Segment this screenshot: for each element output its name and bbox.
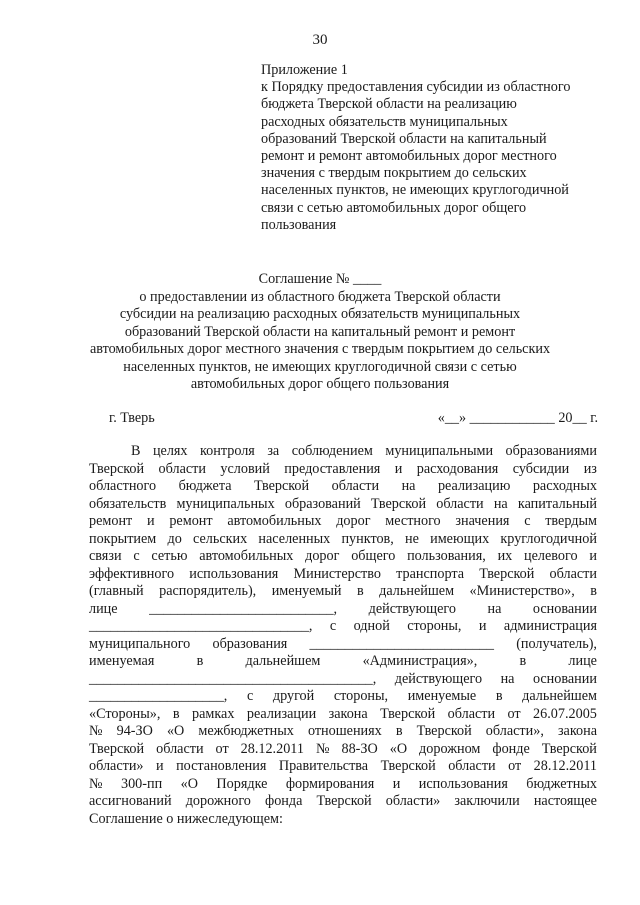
body-word: дорог — [336, 513, 371, 529]
body-word: 28.12.2011 — [533, 758, 597, 774]
appendix-line: пользования — [261, 216, 337, 233]
body-word: формирования — [285, 775, 375, 792]
agreement-subtitle-line: субсидии на реализацию расходных обязательств муниципальных — [119, 306, 521, 322]
body-word: общего — [351, 548, 396, 564]
body-word: постановления — [176, 758, 267, 774]
body-line — [89, 758, 597, 776]
body-word: расходования — [416, 460, 499, 477]
body-word: бюджетных — [526, 775, 597, 792]
body-word: их — [497, 548, 513, 564]
appendix-line: значения с твердым покрытием до сельских — [261, 165, 527, 182]
body-word: за — [267, 443, 280, 459]
body-word: Тверской — [89, 740, 145, 757]
body-word: области — [156, 740, 204, 757]
body-word: расходных — [532, 478, 597, 494]
body-line — [89, 688, 597, 706]
body-word: __________________________, — [149, 600, 338, 617]
body-word: В — [131, 443, 141, 459]
body-word: и — [156, 758, 164, 774]
body-word: дорог — [305, 548, 340, 564]
body-word: основании — [532, 600, 597, 617]
body-word: дальнейшем — [245, 653, 321, 669]
body-word: и — [147, 513, 155, 529]
body-word: области — [331, 478, 380, 494]
body-word: № — [89, 775, 103, 792]
body-line — [89, 653, 597, 671]
body-word: с — [524, 513, 531, 529]
agreement-subtitle-line: автомобильных дорог общего пользования — [190, 376, 450, 392]
body-word: и — [392, 775, 401, 792]
body-word: Порядке — [216, 775, 268, 792]
body-word: фонде — [492, 740, 530, 757]
body-word: круглогодичной — [500, 530, 597, 547]
body-word: значения — [455, 513, 510, 529]
body-word: ремонт — [89, 513, 133, 529]
body-word: местного — [385, 513, 441, 529]
body-word: от — [507, 705, 521, 722]
appendix-line: населенных пунктов, не имеющих круглогодичной — [261, 182, 569, 199]
body-word: настоящее — [533, 793, 597, 809]
body-line — [89, 741, 597, 759]
agreement-title — [0, 271, 640, 394]
body-line — [89, 706, 597, 724]
body-word: в — [196, 653, 204, 669]
body-word: «О — [180, 775, 198, 792]
body-line — [89, 548, 597, 566]
body-word: действующего — [394, 670, 483, 687]
body-word: № — [315, 740, 330, 757]
body-word: на — [487, 600, 502, 617]
body-word: твердым — [545, 513, 597, 529]
body-line — [89, 671, 597, 689]
body-word: целевого — [524, 548, 578, 564]
body-line — [89, 793, 597, 811]
body-word: межбюджетных — [198, 723, 294, 739]
body-word: области» — [385, 793, 441, 809]
body-word: областного — [89, 478, 157, 494]
body-word: именуемая — [89, 653, 155, 669]
body-word: от — [215, 740, 229, 757]
body-word: автомобильных — [199, 548, 294, 564]
body-word: «О — [389, 740, 408, 757]
body-line — [89, 443, 597, 461]
body-word: с — [246, 688, 254, 704]
body-word: обязательств — [89, 495, 167, 512]
body-word: в — [356, 583, 364, 599]
body-word: фонда — [265, 793, 303, 809]
body-word: дорожного — [185, 793, 251, 809]
body-word: покрытием — [89, 530, 157, 547]
body-word: области — [436, 495, 484, 512]
agreement-heading: Соглашение № ____ — [258, 271, 382, 287]
body-word: области — [448, 758, 496, 774]
body-word: в — [590, 583, 597, 599]
body-word: эффективного — [89, 565, 175, 582]
body-line — [89, 531, 597, 549]
body-line — [89, 811, 597, 829]
body-word: из — [583, 460, 597, 477]
body-word: ассигнований — [89, 793, 172, 809]
body-word: автомобильных — [227, 513, 322, 529]
page-number: 30 — [312, 32, 328, 48]
body-line — [89, 566, 597, 584]
agreement-subtitle-line: о предоставлении из областного бюджета Тверской области — [139, 288, 501, 305]
body-word: основании — [532, 670, 597, 687]
body-word: муниципальных — [176, 495, 275, 512]
body-word: Министерство — [293, 565, 381, 582]
body-word: (главный — [89, 583, 144, 599]
body-line — [89, 513, 597, 531]
body-word: не — [405, 530, 419, 547]
body-word: муниципальными — [385, 443, 494, 459]
body-line — [89, 776, 597, 794]
body-word: муниципального — [89, 635, 191, 652]
appendix-line: Приложение 1 — [261, 62, 348, 78]
body-word: субсидии — [512, 460, 570, 477]
body-word: Тверской — [541, 740, 597, 757]
body-word: дорожном — [419, 740, 481, 757]
body-word: на — [500, 670, 515, 687]
body-word: именуемые — [407, 688, 477, 704]
body-word: «О — [166, 723, 185, 739]
body-word: области — [549, 565, 597, 582]
body-word: области» — [89, 758, 144, 774]
body-line — [89, 496, 597, 514]
body-word: дальнейшем — [522, 688, 597, 704]
body-word: (получатель), — [516, 635, 597, 652]
body-word: образований — [284, 495, 361, 512]
body-word: действующего — [368, 600, 456, 617]
body-word: Тверской — [380, 705, 436, 722]
body-word: в — [495, 688, 503, 704]
body-word: Правительства — [278, 758, 369, 774]
body-word: администрация — [503, 618, 597, 634]
body-word: пользования, — [407, 548, 486, 564]
body-word: стороны, — [333, 688, 389, 704]
body-word: 300-пп — [120, 775, 163, 792]
body-word: области», — [485, 723, 544, 739]
body-line — [89, 583, 597, 601]
body-line — [89, 636, 597, 654]
body-word: в — [519, 653, 527, 669]
body-word: и — [478, 618, 487, 634]
body-word: распорядитель), — [159, 583, 257, 599]
body-word: пунктов, — [341, 530, 394, 547]
body-word: «Администрация», — [362, 653, 478, 669]
body-word: на — [401, 478, 416, 494]
body-word: сетью — [151, 548, 188, 564]
body-word: до — [167, 530, 182, 547]
body-word: с — [329, 618, 337, 634]
body-word: Тверской — [380, 758, 436, 774]
body-word: с — [133, 548, 140, 564]
appendix-line: ремонт и ремонт автомобильных дорог местного — [261, 148, 557, 165]
body-word: № — [89, 723, 103, 739]
agreement-subtitle-line: образований Тверской области на капитальный ремонт и ремонт — [124, 323, 516, 340]
body-word: ___________________, — [89, 688, 228, 704]
body-line — [89, 461, 597, 479]
body-word: в — [172, 705, 180, 722]
body-word: лице — [568, 653, 597, 669]
body-word: связи — [89, 548, 122, 564]
body-word: __________________________ — [309, 635, 494, 652]
body-word: реализации — [246, 705, 317, 722]
body-word: населенных — [258, 530, 331, 547]
body-word: закона — [328, 705, 368, 722]
appendix-line: бюджета Тверской области на реализацию — [261, 96, 517, 113]
body-word: стороны, — [407, 618, 462, 634]
body-word: 88-ЗО — [341, 740, 378, 757]
body-word: именуемый — [271, 583, 342, 599]
body-word: ________________________________________, — [89, 670, 377, 687]
body-word: в — [395, 723, 403, 739]
body-word: имеющих — [430, 530, 490, 547]
agreement-subtitle-line: населенных пунктов, не имеющих круглогодичной связи с сетью — [123, 358, 517, 375]
body-word: Тверской — [316, 793, 372, 809]
appendix-line: к Порядку предоставления субсидии из областного — [261, 79, 571, 96]
body-word: на — [493, 495, 508, 512]
body-word: _______________________________, — [89, 618, 313, 634]
body-word: использования — [418, 775, 508, 792]
body-word: образованиями — [505, 443, 597, 459]
body-word: и — [589, 548, 597, 564]
body-word: образования — [212, 635, 288, 652]
body-word: целях — [152, 443, 188, 459]
body-word: 94-ЗО — [116, 723, 153, 739]
body-word: закона — [557, 723, 597, 739]
body-word: одной — [353, 618, 390, 634]
body-word: Тверской — [479, 565, 535, 582]
body-word: Тверской — [89, 460, 145, 477]
body-word: сельских — [193, 530, 248, 547]
body-word: 26.07.2005 — [533, 705, 597, 722]
body-word: другой — [272, 688, 315, 704]
body-word: реализацию — [437, 478, 511, 494]
body-word: дальнейшем — [379, 583, 455, 599]
body-word: ремонт — [169, 513, 213, 529]
agreement-body — [89, 443, 597, 828]
appendix-line: образований Тверской области на капитальный — [261, 130, 547, 147]
body-line — [89, 601, 597, 619]
agreement-subtitle-line: автомобильных дорог местного значения с твердым покрытием до сельских — [89, 341, 551, 357]
place: г. Тверь — [109, 410, 155, 426]
body-word: предоставления — [284, 460, 381, 477]
body-word: Тверской — [254, 478, 310, 494]
body-word: Тверской — [416, 723, 472, 739]
body-word: заключили — [454, 793, 520, 809]
body-word: 28.12.2011 — [240, 740, 304, 757]
body-line — [89, 618, 597, 636]
body-word: области — [158, 460, 206, 477]
appendix-line: связи с сетью автомобильных дорог общего — [261, 199, 527, 216]
body-word: и — [394, 460, 403, 477]
body-word: использования — [189, 565, 279, 582]
body-word: Тверской — [370, 495, 427, 512]
body-word: условий — [220, 460, 270, 477]
appendix-line: расходных обязательств муниципальных — [261, 113, 508, 130]
body-word: от — [508, 758, 522, 774]
body-word: области — [447, 705, 496, 722]
body-line — [89, 723, 597, 741]
body-word: транспорта — [396, 565, 465, 582]
body-word: отношениях — [307, 723, 382, 739]
body-word: лице — [89, 600, 118, 617]
body-word: рамках — [191, 705, 235, 722]
body-line — [89, 478, 597, 496]
body-word: соблюдением — [291, 443, 373, 459]
body-word: контроля — [200, 443, 255, 459]
body-word: «Стороны», — [89, 705, 161, 722]
body-word: капитальный — [517, 495, 597, 512]
body-word: Соглашение о нижеследующем: — [89, 810, 283, 827]
date-placeholder: «__» ____________ 20__ г. — [437, 410, 598, 426]
appendix-block — [261, 62, 621, 234]
body-word: бюджета — [178, 478, 232, 494]
body-word: «Министерство», — [469, 583, 575, 599]
